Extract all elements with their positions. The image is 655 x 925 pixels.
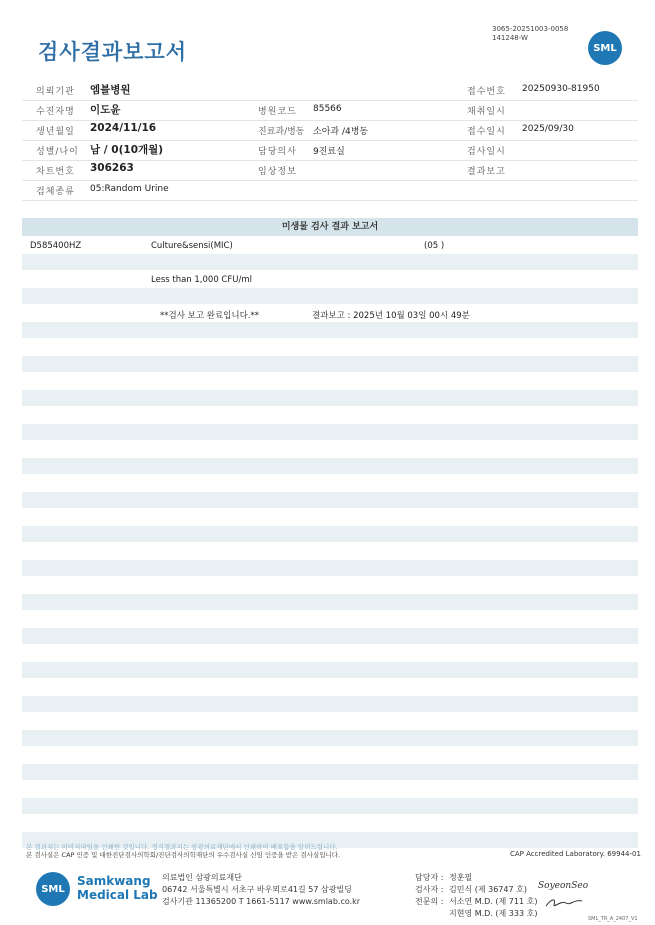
result-table-stripe <box>22 628 638 644</box>
birth-label: 생년월일 <box>36 127 75 137</box>
report-label: 결과보고 <box>467 167 506 177</box>
doctor-label: 담당의사 <box>258 147 297 157</box>
staff-row <box>415 896 537 908</box>
clinical-label: 임상정보 <box>258 167 297 177</box>
staff-role: 담당자 : <box>415 873 444 882</box>
chart-no-value: 306263 <box>90 162 134 174</box>
lab-address: 06742 서울특별시 서초구 바우뫼로41길 57 삼광빌딩 <box>162 885 352 894</box>
result-table-stripe <box>22 526 638 542</box>
document-code <box>492 25 568 43</box>
result-table-stripe <box>22 492 638 508</box>
image-print-notice: 본 결과지는 이미지파일을 인쇄한 것입니다. 정식결과지는 삼광의료재단에서 인쇄하여 배포함을 알려드립니다. <box>26 843 338 851</box>
form-code: SML_TR_A_2407_V1 <box>588 916 638 922</box>
receipt-date-label: 접수일시 <box>467 127 506 137</box>
dept-value: 소아과 /4병동 <box>313 127 369 137</box>
result-value: Less than 1,000 CFU/ml <box>151 275 252 285</box>
hospital-value: 엠블병원 <box>90 84 131 96</box>
sml-logo: SML <box>588 31 622 65</box>
staff-name: 정훈필 <box>449 873 473 882</box>
chart-no-label: 차트번호 <box>36 167 75 177</box>
document-code-line2: 141248-W <box>492 34 528 42</box>
hospital-code-value: 85566 <box>313 104 342 114</box>
result-table-stripe <box>22 696 638 712</box>
info-row-patient <box>22 100 638 121</box>
receipt-no-label: 접수번호 <box>467 87 506 97</box>
result-table-stripe <box>22 662 638 678</box>
staff-name: 김민식 (제 36747 호) <box>449 885 527 894</box>
specimen-label: 검체종류 <box>36 187 75 197</box>
result-table-stripe <box>22 254 638 270</box>
result-table-stripe <box>22 730 638 746</box>
test-code: D585400HZ <box>30 241 82 251</box>
info-row-sex-age <box>22 140 638 161</box>
specimen-value: 05:Random Urine <box>90 184 169 194</box>
hospital-code-label: 병원코드 <box>258 107 297 117</box>
cap-accreditation: CAP Accredited Laboratory. 69944-01 <box>510 850 641 858</box>
result-table-stripe <box>22 458 638 474</box>
test-name: Culture&sensi(MIC) <box>151 241 233 251</box>
staff-role: 전문의 : <box>415 897 444 906</box>
staff-name: 지현영 M.D. (제 333 호) <box>449 909 538 918</box>
collect-date-label: 채취일시 <box>467 107 506 117</box>
staff-role: 검사자 : <box>415 885 444 894</box>
info-row-hospital <box>22 80 638 101</box>
dept-label: 진료과/병동 <box>258 127 305 137</box>
staff-list <box>415 872 537 920</box>
sex-age-value: 남 / 0(10개월) <box>90 144 164 156</box>
result-table-stripe <box>22 288 638 304</box>
signature-1: SoyeonSeo <box>538 881 589 891</box>
lab-name <box>77 874 158 902</box>
footer-sml-logo: SML <box>36 872 70 906</box>
signature-2-icon <box>544 896 584 910</box>
result-table-stripe <box>22 356 638 372</box>
result-table-stripe <box>22 424 638 440</box>
info-row-birth <box>22 120 638 141</box>
staff-row <box>415 908 537 920</box>
staff-name: 서소연 M.D. (제 711 호) <box>449 897 538 906</box>
result-table-stripe <box>22 594 638 610</box>
lab-org: 의료법인 삼광의료재단 <box>162 873 242 882</box>
result-table-stripe <box>22 390 638 406</box>
certification-text: 본 검사실은 CAP 인증 및 대한진단검사의학회/진단검사의학재단의 우수검사실 신임 인증을 받은 검사실입니다. <box>26 851 341 859</box>
document-code-line1: 3065-20251003-0058 <box>492 25 569 33</box>
report-complete-text: **검사 보고 완료입니다.** <box>160 311 260 321</box>
result-section-header: 미생물 검사 결과 보고서 <box>22 218 638 236</box>
lab-name-line1: Samkwang <box>77 874 151 888</box>
report-time: 결과보고 : 2025년 10월 03일 00시 49분 <box>312 311 470 321</box>
staff-row <box>415 872 537 884</box>
lab-contact: 검사기관 11365200 T 1661-5117 www.smlab.co.kr <box>162 897 361 906</box>
sex-age-label: 성별/나이 <box>36 147 79 157</box>
result-table-stripe <box>22 798 638 814</box>
patient-value: 이도윤 <box>90 104 121 116</box>
staff-role <box>415 908 449 920</box>
specimen-code: (05 ) <box>424 241 445 251</box>
receipt-date-value: 2025/09/30 <box>522 124 574 134</box>
result-table-stripe <box>22 764 638 780</box>
test-date-label: 검사일시 <box>467 147 506 157</box>
doctor-value: 9진료실 <box>313 147 345 157</box>
patient-label: 수진자명 <box>36 107 75 117</box>
hospital-label: 의뢰기관 <box>36 87 75 97</box>
receipt-no-value: 20250930-81950 <box>522 84 600 94</box>
result-table-stripe <box>22 560 638 576</box>
lab-name-line2: Medical Lab <box>77 888 158 902</box>
report-title: 검사결과보고서 <box>38 40 188 64</box>
info-row-specimen <box>22 180 638 201</box>
result-table-stripe <box>22 322 638 338</box>
staff-row <box>415 884 537 896</box>
info-row-chart <box>22 160 638 181</box>
birth-value: 2024/11/16 <box>90 122 157 134</box>
lab-info <box>162 872 360 908</box>
